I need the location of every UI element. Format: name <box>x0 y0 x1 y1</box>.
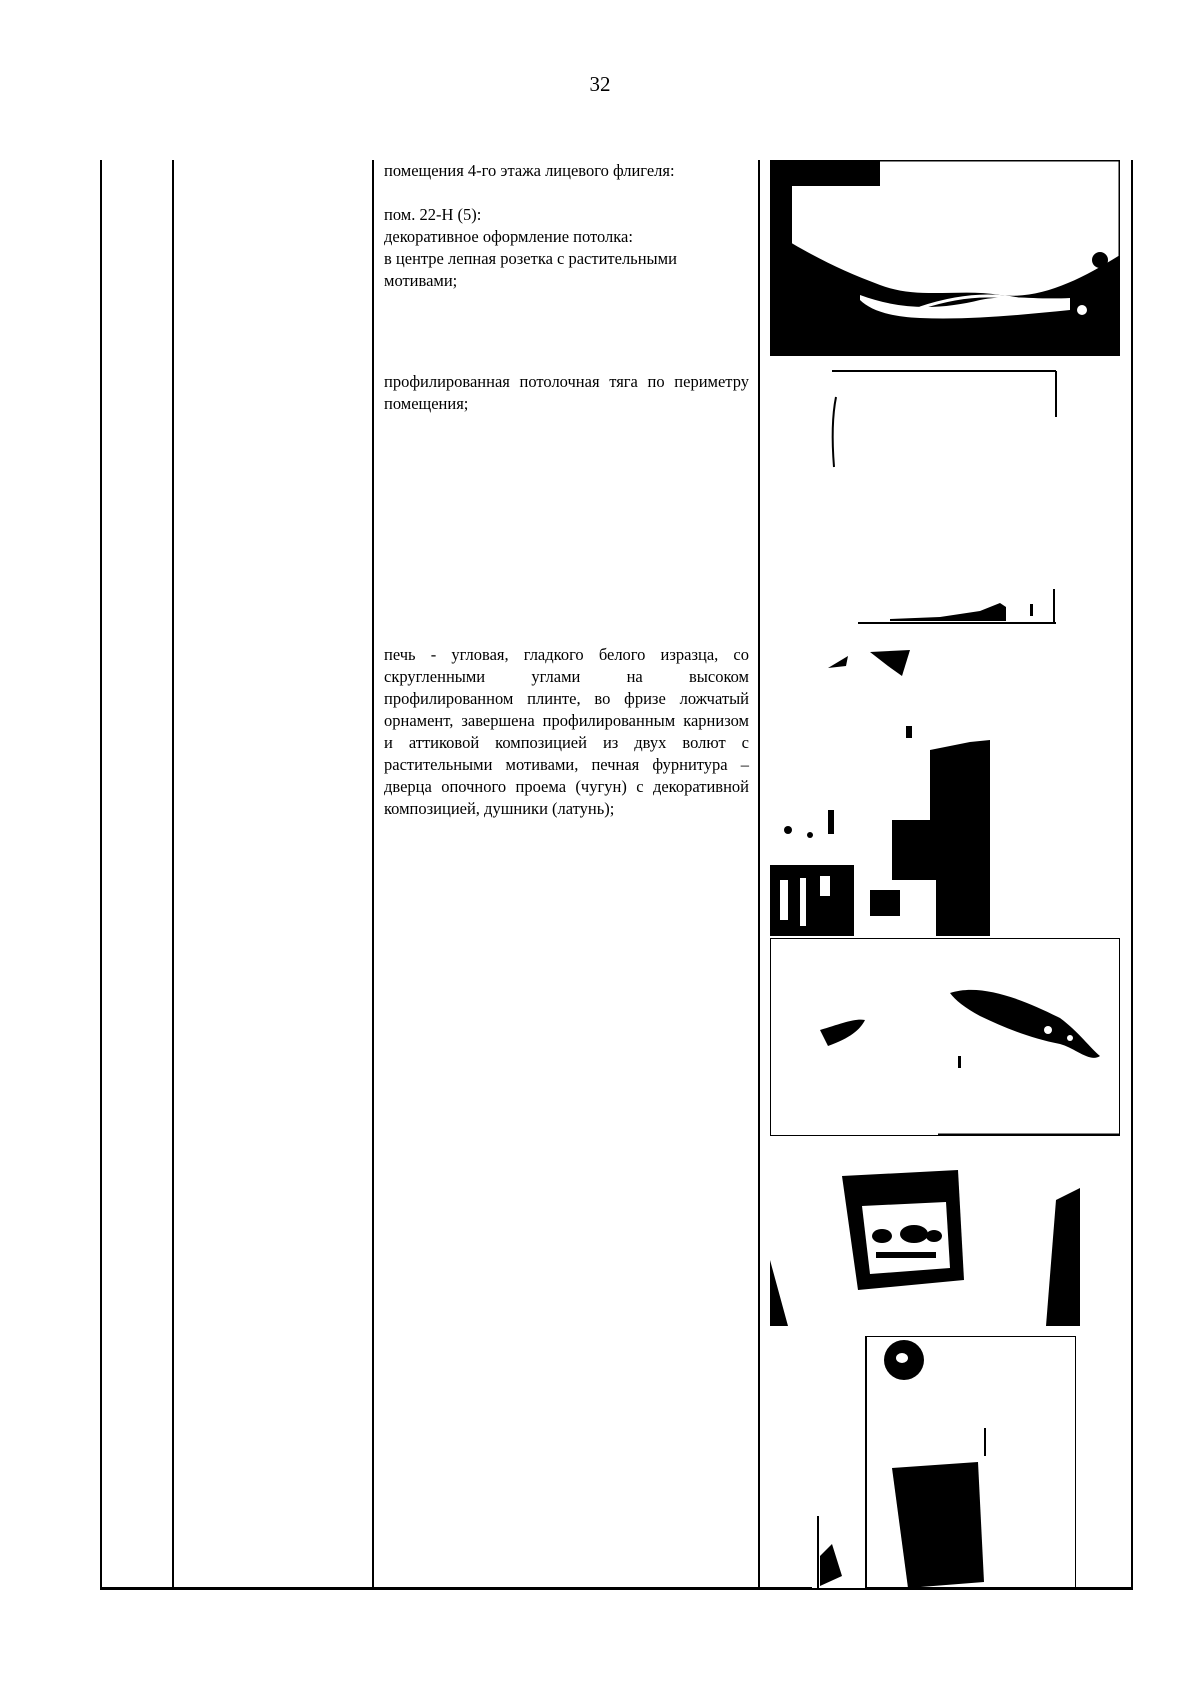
description-block-cornice <box>384 371 749 415</box>
page-number: 32 <box>589 72 611 96</box>
ceiling-cornice-photo <box>820 367 1060 627</box>
ceiling-rosette-photo <box>770 160 1120 356</box>
ceiling-title: декоративное оформление потолка: <box>384 227 633 246</box>
cornice-description: профилированная потолочная тяга по периметру помещения; <box>384 372 749 413</box>
column-divider <box>1131 160 1133 1590</box>
section-heading: помещения 4-го этажа лицевого флигеля: <box>384 161 675 180</box>
stove-description: печь - угловая, гладкого белого изразца, со скругленными углами на высоком профилированном плинте, во фризе ложчатый орнамент, завершена профилированным карнизом и аттиковой композицией из двух волют с растительными мотивами, печная фурнитура – дверца опочного проема (чугун) с декоративной композицией, душники (латунь); <box>384 645 749 818</box>
description-block-stove <box>384 644 749 820</box>
stove-door-photo <box>770 1140 1080 1326</box>
stove-vent-photo <box>812 1336 1076 1588</box>
column-divider <box>172 160 174 1590</box>
rosette-description: в центре лепная розетка с растительными мотивами; <box>384 249 677 290</box>
description-block-ceiling <box>384 160 749 292</box>
room-label: пом. 22-Н (5): <box>384 205 482 224</box>
column-divider <box>758 160 760 1590</box>
stove-attic-photo <box>770 938 1120 1136</box>
column-divider <box>372 160 374 1590</box>
corner-stove-photo <box>770 640 990 936</box>
